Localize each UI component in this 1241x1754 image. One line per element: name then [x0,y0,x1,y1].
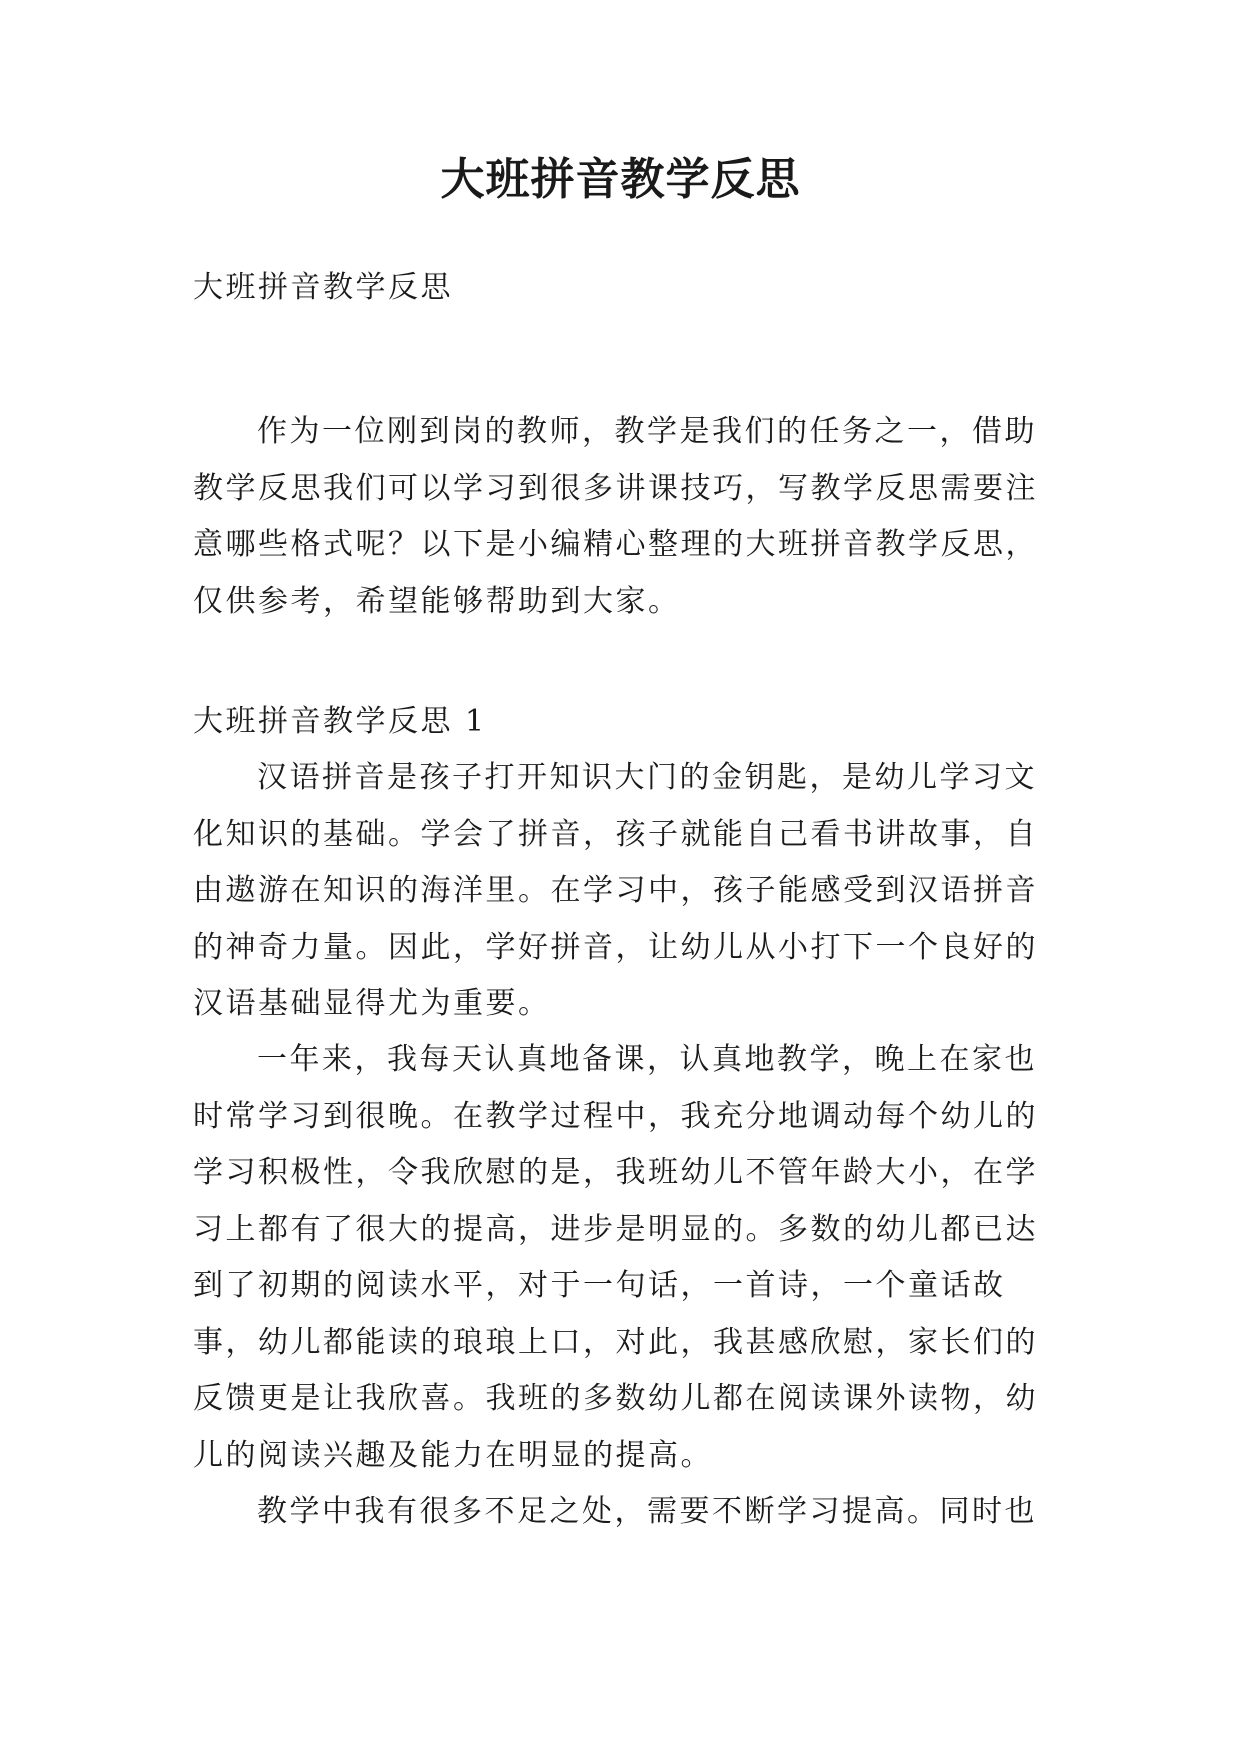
intro-paragraph: 作为一位刚到岗的教师，教学是我们的任务之一，借助教学反思我们可以学习到很多讲课技巧，写教学反思需要注意哪些格式呢？以下是小编精心整理的大班拼音教学反思，仅供参考，希望能够帮助到大家。 [193,414,1038,619]
document-subtitle: 大班拼音教学反思 [193,270,453,305]
document-title: 大班拼音教学反思 [440,154,801,205]
section-paragraph: 一年来，我每天认真地备课，认真地教学，晚上在家也时常学习到很晚。在教学过程中，我充分地调动每个幼儿的学习积极性，令我欣慰的是，我班幼儿不管年龄大小，在学习上都有了很大的提高，进步是明显的。多数的幼儿都已达到了初期的阅读水平，对于一句话，一首诗，一个童话故事，幼儿都能读的琅琅上口，对此，我甚感欣慰，家长们的反馈更是让我欣喜。我班的多数幼儿都在阅读课外读物，幼儿的阅读兴趣及能力在明显的提高。 [193,1042,1038,1473]
section-heading: 大班拼音教学反思 1 [193,704,487,739]
section-paragraph: 教学中我有很多不足之处，需要不断学习提高。同时也 [257,1494,1037,1529]
section-paragraph: 汉语拼音是孩子打开知识大门的金钥匙，是幼儿学习文化知识的基础。学会了拼音，孩子就能自己看书讲故事，自由遨游在知识的海洋里。在学习中，孩子能感受到汉语拼音的神奇力量。因此，学好拼音，让幼儿从小打下一个良好的汉语基础显得尤为重要。 [193,760,1038,1021]
